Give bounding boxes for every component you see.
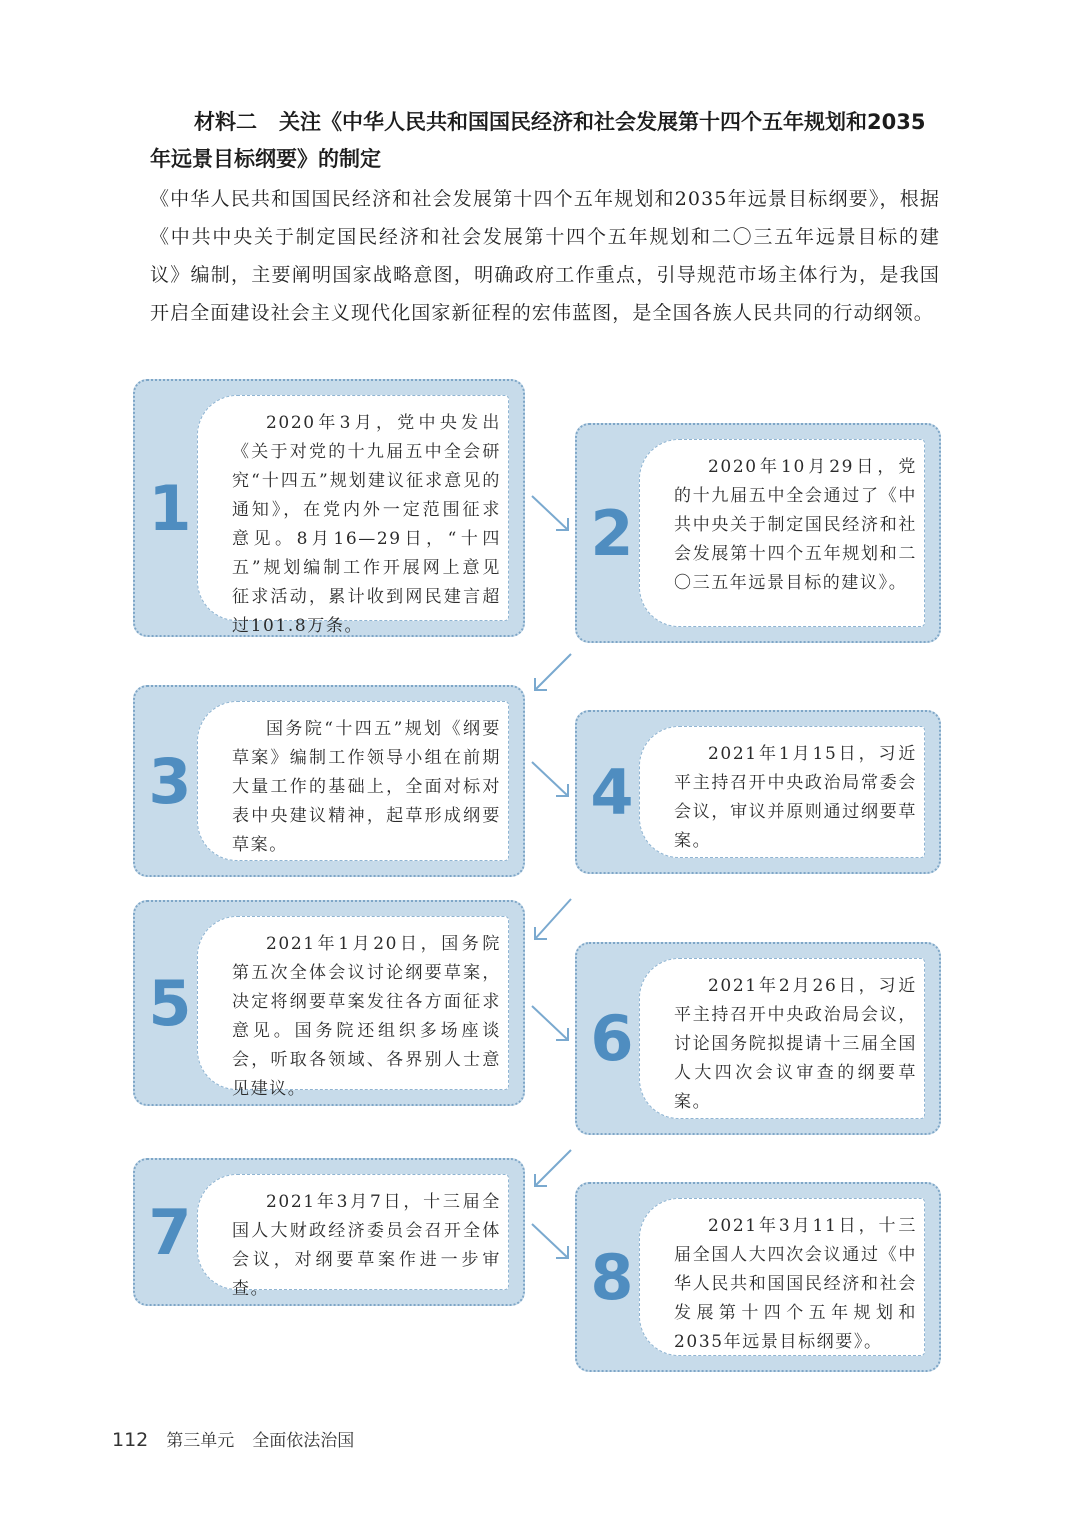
arrow-down-right-icon xyxy=(528,758,578,804)
step-card-8 xyxy=(575,1182,941,1372)
step-text: 2021年3月11日，十三届全国人大四次会议通过《中华人民共和国国民经济和社会发展第十四个五年规划和2035年远景目标纲要》。 xyxy=(674,1216,917,1352)
step-number: 5 xyxy=(148,966,192,1040)
page-footer xyxy=(112,1426,372,1451)
material-label: 材料二 xyxy=(194,110,257,134)
arrow-down-right-icon xyxy=(528,1220,578,1266)
step-text: 国务院“十四五”规划《纲要草案》编制工作领导小组在前期大量工作的基础上，全面对标对表中央建议精神，起草形成纲要草案。 xyxy=(232,719,501,855)
page-number: 112 xyxy=(112,1429,149,1451)
intro-paragraph: 《中华人民共和国国民经济和社会发展第十四个五年规划和2035年远景目标纲要》，根据《中共中央关于制定国民经济和社会发展第十四个五年规划和二〇三五年远景目标的建议》编制，主要阐明国家战略意图，明确政府工作重点，引导规范市场主体行为，是我国开启全面建设社会主义现代化国家新征程的宏伟蓝图，是全国各族人民共同的行动纲领。 xyxy=(150,188,940,324)
arrow-down-right-icon xyxy=(528,1002,578,1048)
step-card-3 xyxy=(133,685,525,877)
step-card-4 xyxy=(575,710,941,874)
arrow-down-left-icon xyxy=(527,650,577,696)
step-text: 2021年1月20日，国务院第五次全体会议讨论纲要草案，决定将纲要草案发往各方面征求意见。国务院还组织多场座谈会，听取各领域、各界别人士意见建议。 xyxy=(232,934,501,1099)
step-card-6 xyxy=(575,942,941,1135)
step-card-7 xyxy=(133,1158,525,1306)
step-text: 2021年3月7日，十三届全国人大财政经济委员会召开全体会议，对纲要草案作进一步审查。 xyxy=(232,1192,501,1299)
step-card-2 xyxy=(575,423,941,643)
arrow-down-left-icon xyxy=(527,895,577,945)
step-number: 1 xyxy=(148,471,192,545)
arrow-down-right-icon xyxy=(528,492,578,538)
step-number: 4 xyxy=(590,755,634,829)
material-title: 关注《中华人民共和国国民经济和社会发展第十四个五年规划和2035年远景目标纲要》的制定 xyxy=(150,110,926,171)
step-number: 7 xyxy=(148,1195,192,1269)
step-text: 2021年2月26日，习近平主持召开中央政治局会议，讨论国务院拟提请十三届全国人大四次会议审查的纲要草案。 xyxy=(674,976,917,1112)
material-heading xyxy=(150,104,940,178)
step-number: 2 xyxy=(590,496,634,570)
step-number: 3 xyxy=(148,744,192,818)
step-text: 2021年1月15日，习近平主持召开中央政治局常委会会议，审议并原则通过纲要草案。 xyxy=(674,744,917,851)
step-card-5 xyxy=(133,900,525,1106)
step-text: 2020年10月29日，党的十九届五中全会通过了《中共中央关于制定国民经济和社会发展第十四个五年规划和二〇三五年远景目标的建议》。 xyxy=(674,457,917,593)
unit-title: 全面依法治国 xyxy=(252,1431,355,1451)
unit-label: 第三单元 xyxy=(166,1431,235,1451)
step-card-1 xyxy=(133,379,525,637)
step-text: 2020年3月，党中央发出《关于对党的十九届五中全会研究“十四五”规划建议征求意见的通知》，在党内外一定范围征求意见。8月16—29日，“十四五”规划编制工作开展网上意见征求活动，累计收到网民建言超过101.8万条。 xyxy=(232,413,501,636)
arrow-down-left-icon xyxy=(527,1146,577,1192)
step-number: 6 xyxy=(590,1002,634,1075)
step-number: 8 xyxy=(590,1240,634,1314)
